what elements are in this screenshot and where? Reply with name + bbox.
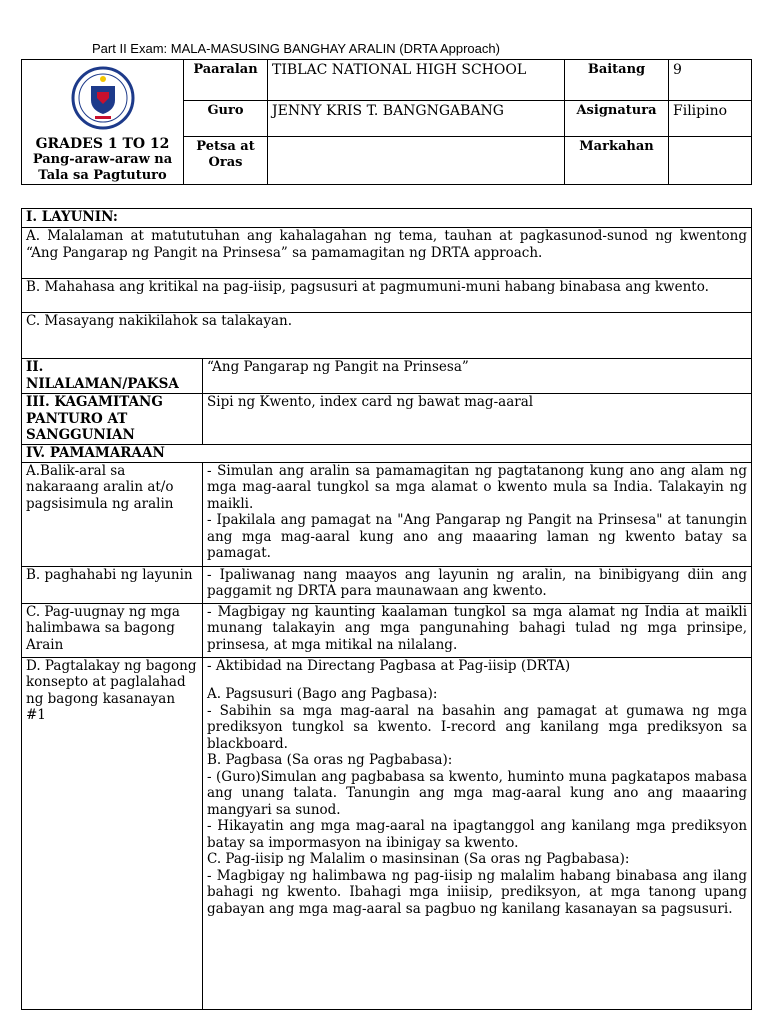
- pag-uugnay-label: C. Pag-uugnay ng mga halimbawa sa bagong Arain: [22, 603, 203, 657]
- balik-aral-content: [203, 462, 752, 566]
- markahan-value: [669, 137, 752, 185]
- balik-aral-label: A.Balik-aral sa nakaraang aralin at/o pagsisimula ng aralin: [22, 462, 203, 566]
- guro-label: Guro: [184, 100, 268, 136]
- pagtalakay-p6: - Hikayatin ang mga mag-aaral na ipagtanggol ang kanilang mga prediksyon batay sa impormasyon na ibinigay sa kwento.: [207, 818, 748, 851]
- pagtalakay-p2: A. Pagsusuri (Bago ang Pagbasa):: [207, 686, 438, 702]
- layunin-a: A. Malalaman at matututuhan ang kahalagahan ng tema, tauhan at pagkasunod-sunod ng kwentong “Ang Pangarap ng Pangit na Prinsesa” sa pamamagitan ng DRTA approach.: [22, 228, 752, 279]
- balik-aral-p2: - Ipakilala ang pamagat na "Ang Pangarap ng Pangit na Prinsesa" at tanungin ang mga mag-aaral kung ano ang maaaring laman ng kwento batay sa pamagat.: [207, 512, 748, 561]
- balik-aral-p1: - Simulan ang aralin sa pamamagitan ng pagtatanong kung ano ang alam ng mga mag-aaral tungkol sa mga alamat o kwento mula sa India. Talakayin ng maikli.: [207, 462, 748, 512]
- grades-subtitle-1: Pang-araw-araw na: [32, 152, 173, 167]
- markahan-label: Markahan: [565, 137, 669, 185]
- header-table: [21, 59, 752, 185]
- petsa-value: [268, 137, 565, 185]
- petsa-label-line-2: Oras: [208, 155, 243, 171]
- nilalaman-value: “Ang Pangarap ng Pangit na Prinsesa”: [203, 359, 752, 394]
- pagtalakay-p4: B. Pagbasa (Sa oras ng Pagbabasa):: [207, 752, 453, 768]
- paghahabi-label: B. paghahabi ng layunin: [22, 566, 203, 603]
- paghahabi-content: - Ipaliwanag nang maayos ang layunin ng aralin, na binibigyang diin ang paggamit ng DRTA para maunawaan ang kwento.: [203, 566, 752, 603]
- layunin-c: C. Masayang nakikilahok sa talakayan.: [22, 313, 752, 359]
- kagamitan-value: Sipi ng Kwento, index card ng bawat mag-aaral: [203, 394, 752, 445]
- asignatura-value: Filipino: [669, 100, 752, 136]
- kagamitan-label: III. KAGAMITANG PANTURO AT SANGGUNIAN: [22, 394, 203, 445]
- grades-cell: [22, 60, 184, 185]
- petsa-label-line-1: Petsa at: [196, 139, 255, 155]
- asignatura-label: Asignatura: [565, 100, 669, 136]
- pagtalakay-content: [203, 657, 752, 1009]
- layunin-heading: I. LAYUNIN:: [22, 209, 752, 228]
- baitang-label: Baitang: [565, 60, 669, 101]
- pamamaraan-heading: IV. PAMAMARAAN: [22, 445, 752, 463]
- layunin-b: B. Mahahasa ang kritikal na pag-iisip, pagsusuri at pagmumuni-muni habang binabasa ang kwento.: [22, 279, 752, 313]
- lesson-plan-table: [21, 208, 752, 1010]
- guro-value: JENNY KRIS T. BANGNGABANG: [268, 100, 565, 136]
- pagtalakay-p1: - Aktibidad na Directang Pagbasa at Pag-iisip (DRTA): [207, 657, 571, 674]
- pagtalakay-p8: - Magbigay ng halimbawa ng pag-iisip ng malalim habang binabasa ang ilang bahagi ng kwento. Ibahagi mga iniisip, prediksyon, at mga tanong upang gabayan ang mga mag-aaral sa pagbuo ng kanilang kasanayan sa pagsusuri.: [207, 867, 748, 917]
- pagtalakay-label: D. Pagtalakay ng bagong konsepto at paglalahad ng bagong kasanayan #1: [22, 657, 203, 1009]
- paaralan-value: TIBLAC NATIONAL HIGH SCHOOL: [268, 60, 565, 101]
- pag-uugnay-content: - Magbigay ng kaunting kaalaman tungkol sa mga alamat ng India at maikli munang talakayin ang mga pangunahing bahagi tulad ng mga prinsipe, prinsesa, at mga mitikal na nilalang.: [203, 603, 752, 657]
- baitang-value: 9: [669, 60, 752, 101]
- page-heading: Part II Exam: MALA-MASUSING BANGHAY ARALIN (DRTA Approach): [92, 41, 500, 56]
- pagtalakay-p5: - (Guro)Simulan ang pagbabasa sa kwento, huminto muna pagkatapos mabasa ang unang talata. Tanungin ang mga mag-aaral kung ano ang maaaring mangyari sa sunod.: [207, 768, 748, 818]
- nilalaman-label: II. NILALAMAN/PAKSA: [22, 359, 203, 394]
- deped-seal-icon: [71, 66, 135, 130]
- paaralan-label: Paaralan: [184, 60, 268, 101]
- grades-subtitle-2: Tala sa Pagtuturo: [38, 168, 167, 183]
- pagtalakay-p7: C. Pag-iisip ng Malalim o masinsinan (Sa oras ng Pagbabasa):: [207, 851, 630, 867]
- pagtalakay-p3: - Sabihin sa mga mag-aaral na basahin ang pamagat at gumawa ng mga prediksyon tungkol sa kwento. I-record ang kanilang mga prediksyon sa blackboard.: [207, 702, 748, 752]
- petsa-label: [184, 137, 268, 185]
- grades-title: GRADES 1 TO 12: [35, 136, 170, 152]
